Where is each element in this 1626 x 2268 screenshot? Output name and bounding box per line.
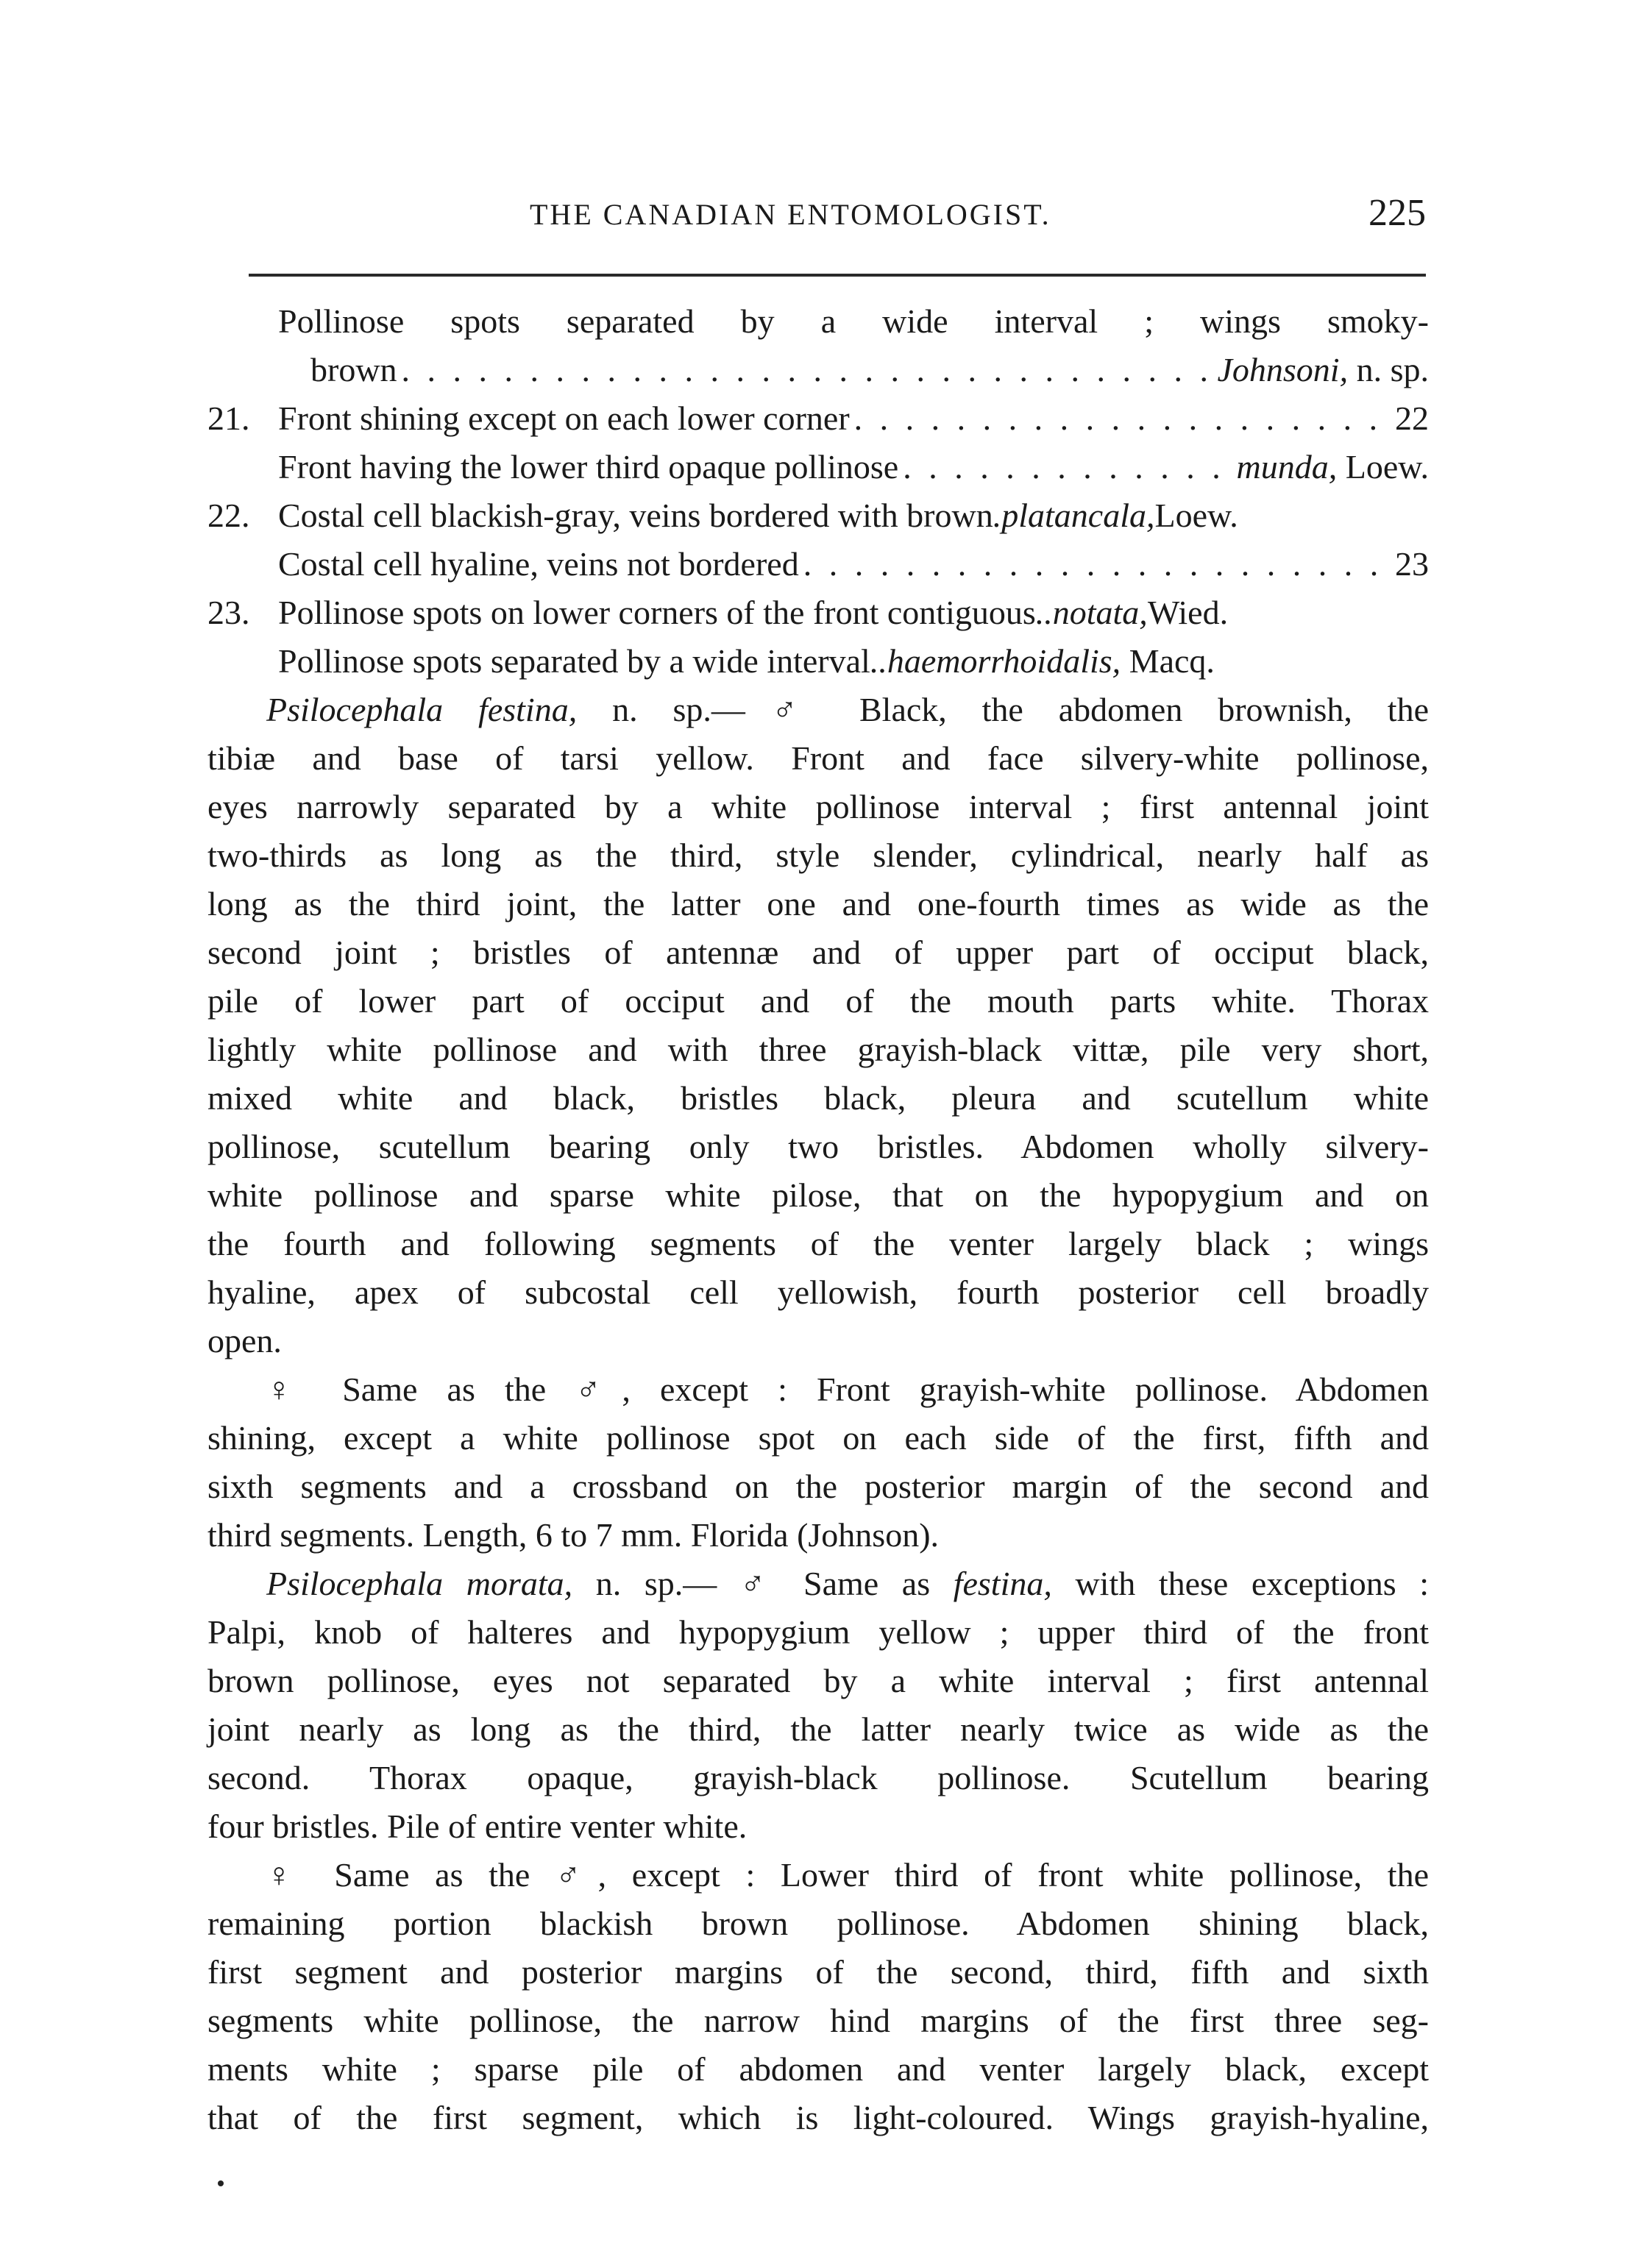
text-line: first segment and posterior margins of the second, third, fifth and sixth — [207, 1953, 1429, 1991]
key-line: 22. Costal cell blackish-gray, veins bordered with brown .platancala,Loew. — [207, 491, 1429, 540]
key-line: Pollinose spots separated by a wide interval ..haemorrhoidalis, Macq. — [278, 642, 1215, 680]
text-line: shining, except a white pollinose spot on each side of the first, fifth and — [207, 1419, 1429, 1457]
text-line: ♀ Same as the ♂, except : Front grayish-white pollinose. Abdomen — [266, 1371, 1429, 1408]
text-line: open. — [207, 1322, 282, 1359]
text-line: mixed white and black, bristles black, pleura and scutellum white — [207, 1079, 1429, 1117]
couplet-lead: 22 — [1395, 399, 1429, 437]
running-header — [0, 192, 1626, 249]
key-line: Costal cell hyaline, veins not bordered . . . 23 — [207, 540, 1429, 589]
key-line: 23. Pollinose spots on lower corners of the front contiguous ..notata,Wied. — [207, 589, 1429, 637]
species-name: ..haemorrhoidalis, — [870, 642, 1121, 680]
species-name: .platancala, — [993, 497, 1155, 534]
key-line: 21. Front shining except on each lower corner . . . 22 — [207, 394, 1429, 443]
text-line: tibiæ and base of tarsi yellow. Front and face silvery-white pollinose, — [207, 739, 1429, 777]
text-line: two-thirds as long as the third, style slender, cylindrical, nearly half as — [207, 836, 1429, 874]
text-line: second joint ; bristles of antennæ and of upper part of occiput black, — [207, 934, 1429, 971]
key-line: Pollinose spots separated by a wide interval ; wings smoky- — [278, 302, 1429, 340]
text-line: pollinose, scutellum bearing only two bristles. Abdomen wholly silvery- — [207, 1128, 1429, 1165]
couplet-lead: 23 — [1395, 545, 1429, 583]
text-line: lightly white pollinose and with three grayish-black vittæ, pile very short, — [207, 1031, 1429, 1068]
running-title: THE CANADIAN ENTOMOLOGIST. — [530, 198, 1051, 231]
species-name: ..notata, — [1035, 594, 1148, 631]
text-line: eyes narrowly separated by a white pollinose interval ; first antennal joint — [207, 788, 1429, 825]
species-name: Psilocephala festina, — [266, 691, 578, 728]
text-line: ments white ; sparse pile of abdomen and venter largely black, except — [207, 2050, 1429, 2088]
text-line: ♀ Same as the ♂, except : Lower third of front white pollinose, the — [266, 1856, 1429, 1894]
text-line: pile of lower part of occiput and of the mouth parts white. Thorax — [207, 982, 1429, 1020]
species-name: Johnsoni, — [1217, 351, 1349, 388]
text-line: four bristles. Pile of entire venter white. — [207, 1807, 748, 1845]
text-line: the fourth and following segments of the venter largely black ; wings — [207, 1225, 1429, 1262]
page-number: 225 — [1368, 192, 1426, 234]
text-line: second. Thorax opaque, grayish-black pollinose. Scutellum bearing — [207, 1759, 1429, 1796]
text-line: remaining portion blackish brown pollinose. Abdomen shining black, — [207, 1905, 1429, 1942]
text-line: sixth segments and a crossband on the posterior margin of the second and — [207, 1468, 1429, 1505]
couplet-number: 21. — [207, 399, 250, 437]
text-line: Palpi, knob of halteres and hypopygium yellow ; upper third of the front — [207, 1613, 1429, 1651]
text-line: brown pollinose, eyes not separated by a white interval ; first antennal — [207, 1662, 1429, 1699]
key-line: brown . . . Johnsoni, n. sp. — [310, 346, 1429, 394]
species-heading-line: Psilocephala morata, n. sp.— ♂ Same as festina, with these exceptions : — [266, 1565, 1430, 1602]
header-rule — [249, 274, 1426, 277]
couplet-number: 23. — [207, 594, 250, 631]
species-name: munda, — [1236, 448, 1338, 486]
text-line: hyaline, apex of subcostal cell yellowish, fourth posterior cell broadly — [207, 1273, 1429, 1311]
key-line: Front having the lower third opaque pollinose . . . munda, Loew. — [207, 443, 1429, 491]
couplet-number: 22. — [207, 497, 250, 534]
text-line: white pollinose and sparse white pilose, that on the hypopygium and on — [207, 1176, 1429, 1214]
text-line: third segments. Length, 6 to 7 mm. Florida (Johnson). — [207, 1516, 940, 1554]
text-line: joint nearly as long as the third, the latter nearly twice as wide as the — [207, 1710, 1429, 1748]
text-line: segments white pollinose, the narrow hind margins of the first three seg- — [207, 2002, 1429, 2039]
species-heading-line: Psilocephala festina, n. sp.—♂ Black, the abdomen brownish, the — [266, 691, 1429, 728]
species-name: Psilocephala morata, — [266, 1565, 573, 1602]
text-line: long as the third joint, the latter one and one-fourth times as wide as the — [207, 885, 1429, 923]
text-line: that of the first segment, which is light-coloured. Wings grayish-hyaline, — [207, 2099, 1429, 2136]
stray-ink-mark — [218, 2180, 224, 2186]
